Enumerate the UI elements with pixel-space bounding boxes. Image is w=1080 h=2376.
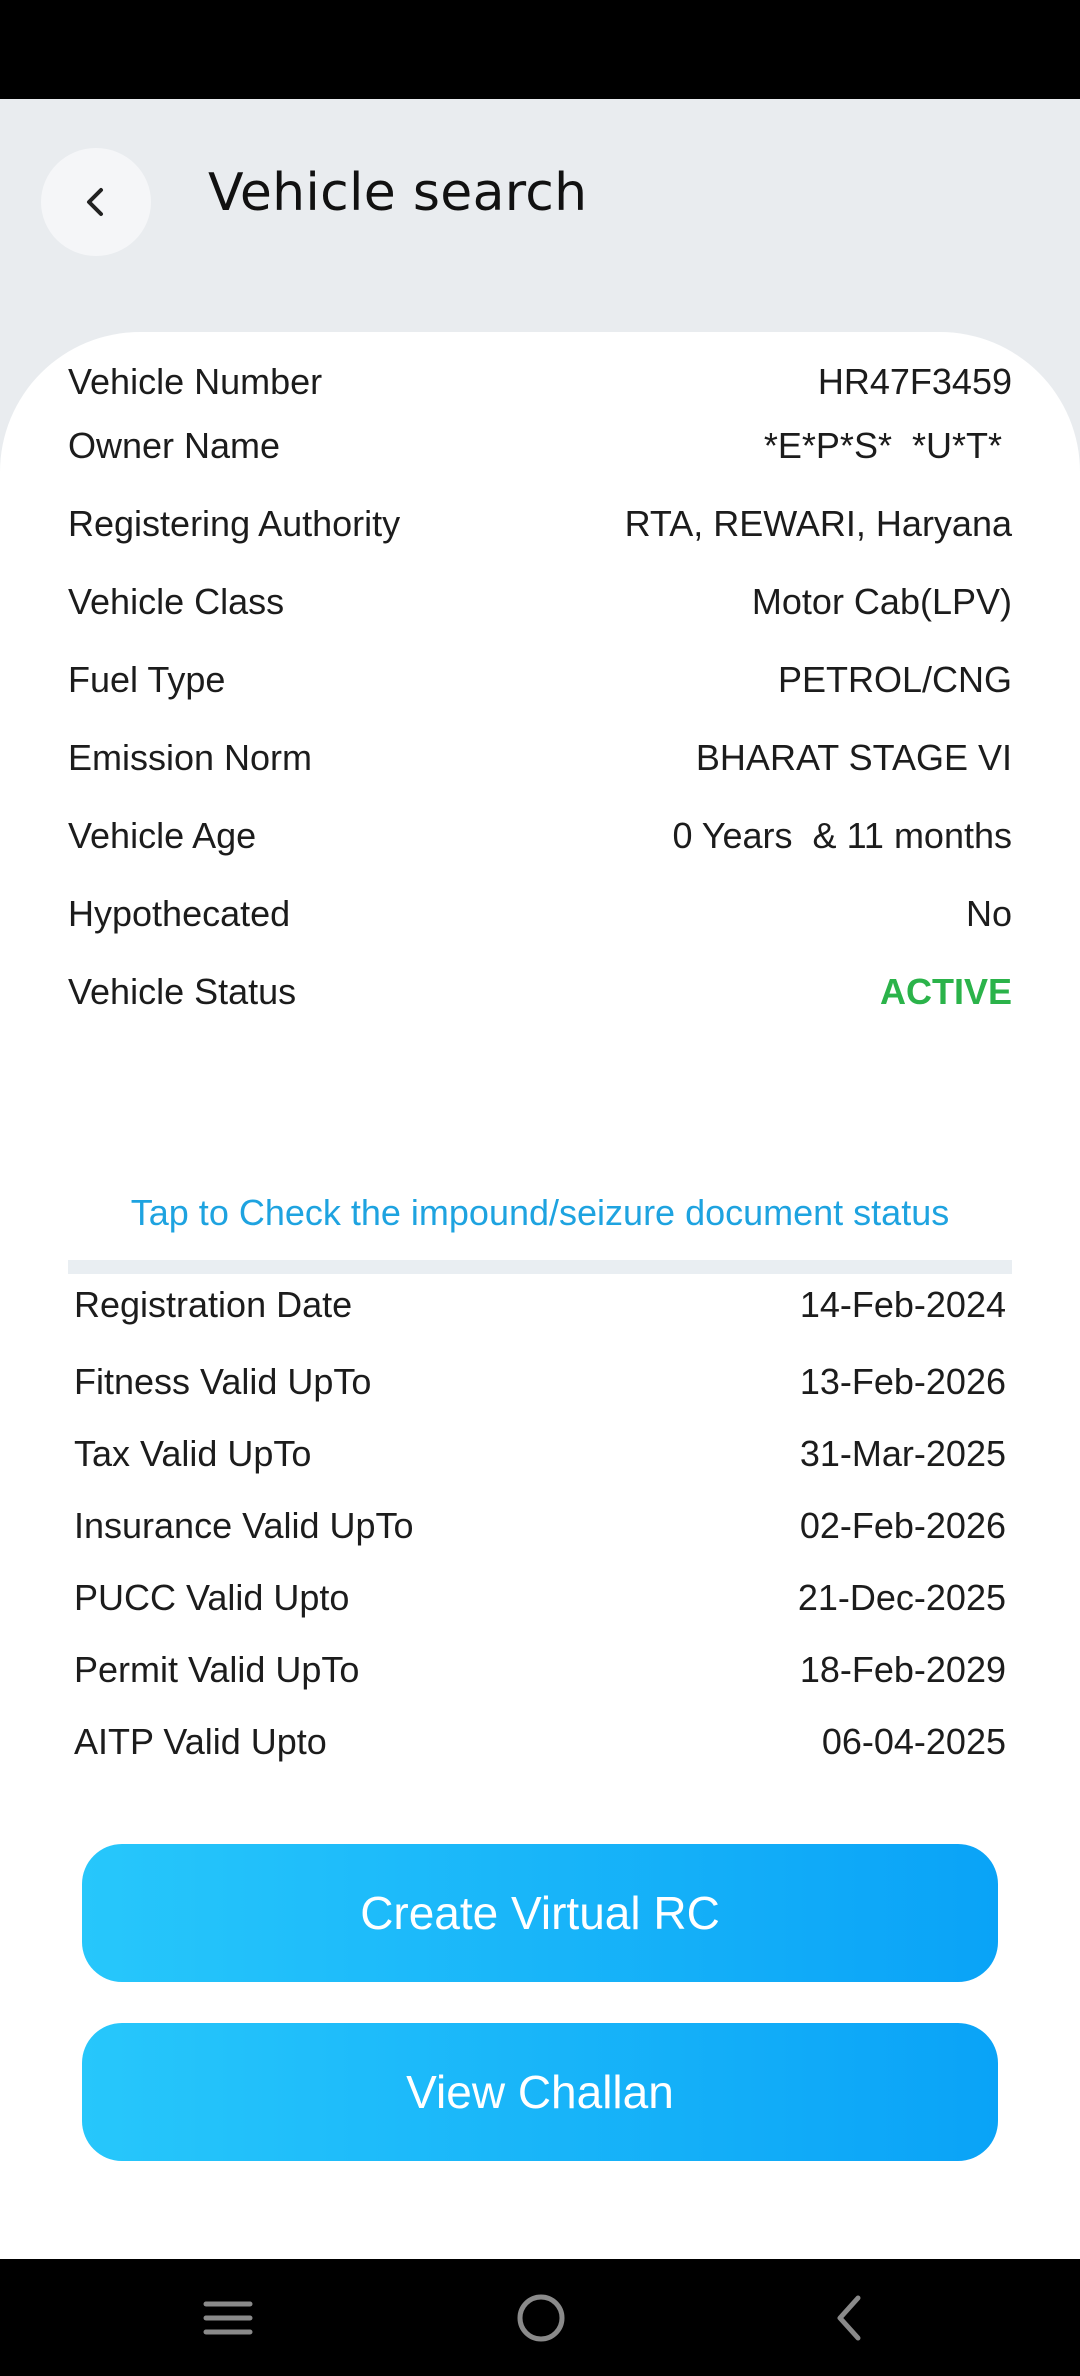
status-badge: ACTIVE xyxy=(879,971,1012,1012)
impound-status-link[interactable]: Tap to Check the impound/seizure document status xyxy=(130,1192,950,1233)
label-pucc-valid: PUCC Valid Upto xyxy=(74,1577,350,1618)
value-registration-date: 14-Feb-2024 xyxy=(799,1284,1006,1325)
label-hypothecated: Hypothecated xyxy=(68,893,291,934)
row-permit-valid xyxy=(74,1645,1006,1695)
label-registration-date: Registration Date xyxy=(74,1284,353,1325)
view-challan-button[interactable]: View Challan xyxy=(82,2023,998,2161)
row-insurance-valid xyxy=(74,1501,1006,1551)
label-insurance-valid: Insurance Valid UpTo xyxy=(74,1505,414,1546)
value-pucc-valid: 21-Dec-2025 xyxy=(797,1577,1006,1618)
label-owner-name: Owner Name xyxy=(68,425,281,466)
row-pucc-valid xyxy=(74,1573,1006,1623)
row-vehicle-age xyxy=(68,811,1012,861)
row-aitp-valid xyxy=(74,1717,1006,1767)
row-hypothecated xyxy=(68,889,1012,939)
row-vehicle-number xyxy=(68,357,1012,407)
status-bar xyxy=(0,0,1080,99)
label-vehicle-age: Vehicle Age xyxy=(68,815,257,856)
label-tax-valid: Tax Valid UpTo xyxy=(74,1433,312,1474)
value-tax-valid: 31-Mar-2025 xyxy=(799,1433,1006,1474)
value-fitness-valid: 13-Feb-2026 xyxy=(799,1361,1006,1402)
label-vehicle-number: Vehicle Number xyxy=(68,361,323,402)
value-aitp-valid: 06-04-2025 xyxy=(821,1721,1006,1762)
value-owner-name: *E*P*S* *U*T* xyxy=(763,425,1012,466)
row-emission-norm xyxy=(68,733,1012,783)
label-fitness-valid: Fitness Valid UpTo xyxy=(74,1361,372,1402)
chevron-left-icon xyxy=(76,182,116,222)
create-virtual-rc-button[interactable]: Create Virtual RC xyxy=(82,1844,998,1982)
row-fuel-type xyxy=(68,655,1012,705)
value-vehicle-number: HR47F3459 xyxy=(817,361,1012,402)
app-window xyxy=(0,99,1080,2259)
row-tax-valid xyxy=(74,1429,1006,1479)
header xyxy=(0,99,1080,329)
value-insurance-valid: 02-Feb-2026 xyxy=(799,1505,1006,1546)
label-vehicle-class: Vehicle Class xyxy=(68,581,285,622)
label-emission-norm: Emission Norm xyxy=(68,737,313,778)
divider xyxy=(68,1260,1012,1274)
label-vehicle-status: Vehicle Status xyxy=(68,971,297,1012)
value-hypothecated: No xyxy=(965,893,1012,934)
nav-home-button[interactable] xyxy=(506,2283,576,2353)
nav-menu-button[interactable] xyxy=(193,2283,263,2353)
label-permit-valid: Permit Valid UpTo xyxy=(74,1649,360,1690)
menu-icon xyxy=(198,2288,258,2348)
row-vehicle-class xyxy=(68,577,1012,627)
row-fitness-valid xyxy=(74,1357,1006,1407)
value-vehicle-class: Motor Cab(LPV) xyxy=(751,581,1012,622)
back-chevron-icon xyxy=(820,2288,880,2348)
home-circle-icon xyxy=(511,2288,571,2348)
value-fuel-type: PETROL/CNG xyxy=(777,659,1012,700)
system-nav-bar xyxy=(0,2259,1080,2376)
value-permit-valid: 18-Feb-2029 xyxy=(799,1649,1006,1690)
row-registering-authority xyxy=(68,499,1012,549)
label-fuel-type: Fuel Type xyxy=(68,659,226,700)
details-card xyxy=(0,332,1080,2259)
value-emission-norm: BHARAT STAGE VI xyxy=(695,737,1012,778)
row-owner-name xyxy=(68,421,1012,471)
value-vehicle-age: 0 Years & 11 months xyxy=(672,815,1012,856)
back-button[interactable] xyxy=(41,148,151,256)
label-registering-authority: Registering Authority xyxy=(68,503,401,544)
label-aitp-valid: AITP Valid Upto xyxy=(74,1721,327,1762)
row-registration-date xyxy=(74,1280,1006,1330)
row-vehicle-status xyxy=(68,967,1012,1017)
page-title: Vehicle search xyxy=(208,163,588,223)
nav-back-button[interactable] xyxy=(815,2283,885,2353)
value-registering-authority: RTA, REWARI, Haryana xyxy=(624,503,1012,544)
